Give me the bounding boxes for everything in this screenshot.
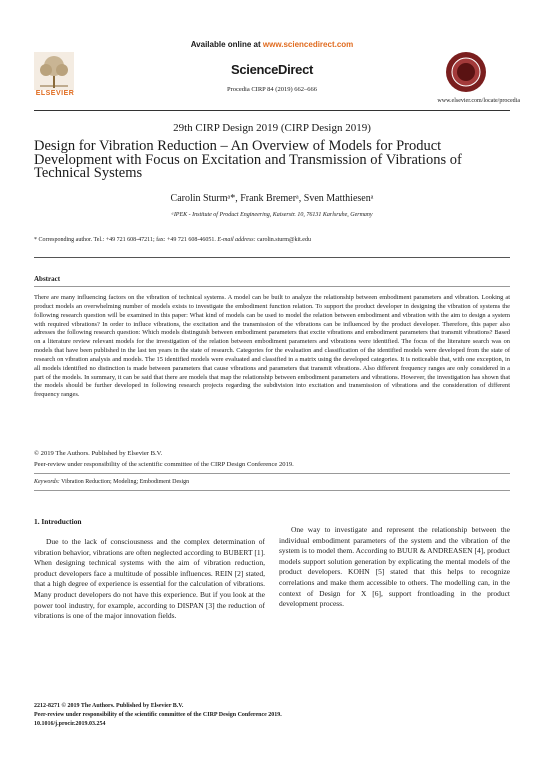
abstract-divider <box>34 286 510 287</box>
elsevier-wordmark: ELSEVIER <box>35 90 75 97</box>
section-divider <box>34 257 510 258</box>
introduction-column-left <box>34 537 265 622</box>
sciencedirect-link[interactable]: www.sciencedirect.com <box>262 40 354 49</box>
footer-peer-review: Peer-review under responsibility of the scientific committee of the CIRP Design Conference 2019. <box>34 712 282 718</box>
copyright-line: © 2019 The Authors. Published by Elsevier B.V. <box>34 450 163 457</box>
email-label: E-mail address: <box>217 237 256 243</box>
footer-issn: 2212-8271 © 2019 The Authors. Published by Elsevier B.V. <box>34 703 184 709</box>
journal-url[interactable]: www.elsevier.com/locate/procedia <box>437 98 520 104</box>
keywords-label: Keywords: <box>34 479 60 485</box>
journal-reference: Procedia CIRP 84 (2019) 662–666 <box>226 86 318 93</box>
keywords-values: Vibration Reduction; Modeling; Embodiment Design <box>59 479 190 485</box>
introduction-heading: 1. Introduction <box>34 517 82 526</box>
introduction-column-right <box>279 525 510 610</box>
abstract-text: There are many influencing factors on the vibration of technical systems. A model can be built to analyze the relationship between embodiment parameters and vibration. Looking at product models an overwhelming number of models exists to investigate the embodiment function relation. To support the product developer in designing the vibration of systems the following research question will be examined in this paper: What kind of models can be used to model the relation between embodiment and vibration with the aim to design a system with required vibrations? In order to influce vibrations, the excitation and the transmission of the vibrations can be influenced by the product developer. Therefore, this paper also adresses the following research question: Which models distinguish between embodiment parameters that excite vibrations and embodiment parameters that transmit vibrations? Based on a literature review relevant models for the investigation of the relation between embodiment parameters and vibrations were identified. The focus of the literature search was on models that have been published in the last ten years in the state of research. Categories for the evaluation and classification of the identified models were developed from the state of research on vibration analysis and models. The 15 identified models were evaluated and classified in a matrix using the developed categories. It is noticeable that, with one exception, in all models identified no distinction is made between parameters that cause vibrations and parameters that transmit vibrations. Also different frequency ranges are only considered in a part of the models. In summary, it can be said that there are models that map the relationship between embodiment parameters and vibrations. However, the investigation has shown that the models should be further developed in following research projects regarding the subdivision into excitation and transmission of vibrations and the consideration of different frequency ranges. <box>34 294 510 399</box>
paper-title: Design for Vibration Reduction – An Overview of Models for Product Development with Focus on Excitation and Transmission of Vibrations of Technical Systems <box>34 138 462 181</box>
keywords-divider-bottom <box>34 490 510 491</box>
introduction-paragraph-1: Due to the lack of consciousness and the complex determination of vibration behavior, vibrations are often neglected according to BUBERT [1]. When designing technical systems with the aim of vibration reduction, product developers face a multitude of possible influences. REIN [2] stated, that a high degree of experience is essential for the calculation of vibrations. Many product developers do not have this experience. But if you look at the power tool industry, for example, according to DISPAN [3] the reduction of vibrations is one of the major innovation fields. <box>34 537 265 621</box>
header-divider <box>34 110 510 111</box>
corresponding-prefix: * Corresponding author. Tel.: +49 721 608-47211; fax: +49 721 608-46051. <box>34 237 218 243</box>
sciencedirect-title: ScienceDirect <box>230 62 314 77</box>
footer-doi[interactable]: 10.1016/j.procir.2019.03.254 <box>34 721 106 727</box>
author-list: Carolin Sturmᵃ*, Frank Bremerᵃ, Sven Matthiesenᵃ <box>170 193 374 204</box>
email-address[interactable]: carolin.sturm@kit.edu <box>255 237 311 243</box>
conference-name: 29th CIRP Design 2019 (CIRP Design 2019) <box>173 122 371 134</box>
peer-review-line: Peer-review under responsibility of the scientific committee of the CIRP Design Conference 2019. <box>34 461 294 468</box>
introduction-paragraph-2: One way to investigate and represent the relationship between the individual embodiment parameters of the system and the vibration of the system is to model them. According to BUUR & ANDREASEN [4], product models support solution generation by explicating the mental models of the product developers. KOHN [5] stated that this helps to recognize correlations and make them accessible to others. The modelling can, in the context of Design for X [6], support frontloading in the product development process. <box>279 525 510 609</box>
abstract-heading: Abstract <box>34 275 61 283</box>
available-online-line <box>0 40 544 49</box>
affiliation: ᵃIPEK - Institute of Product Engineering, Kaiserstr. 10, 76131 Karlsruhe, Germany <box>171 212 373 218</box>
available-prefix: Available online at <box>190 40 263 49</box>
keywords-line <box>34 479 189 485</box>
cirp-logo <box>445 51 487 93</box>
corresponding-author <box>34 237 311 243</box>
keywords-divider-top <box>34 473 510 474</box>
